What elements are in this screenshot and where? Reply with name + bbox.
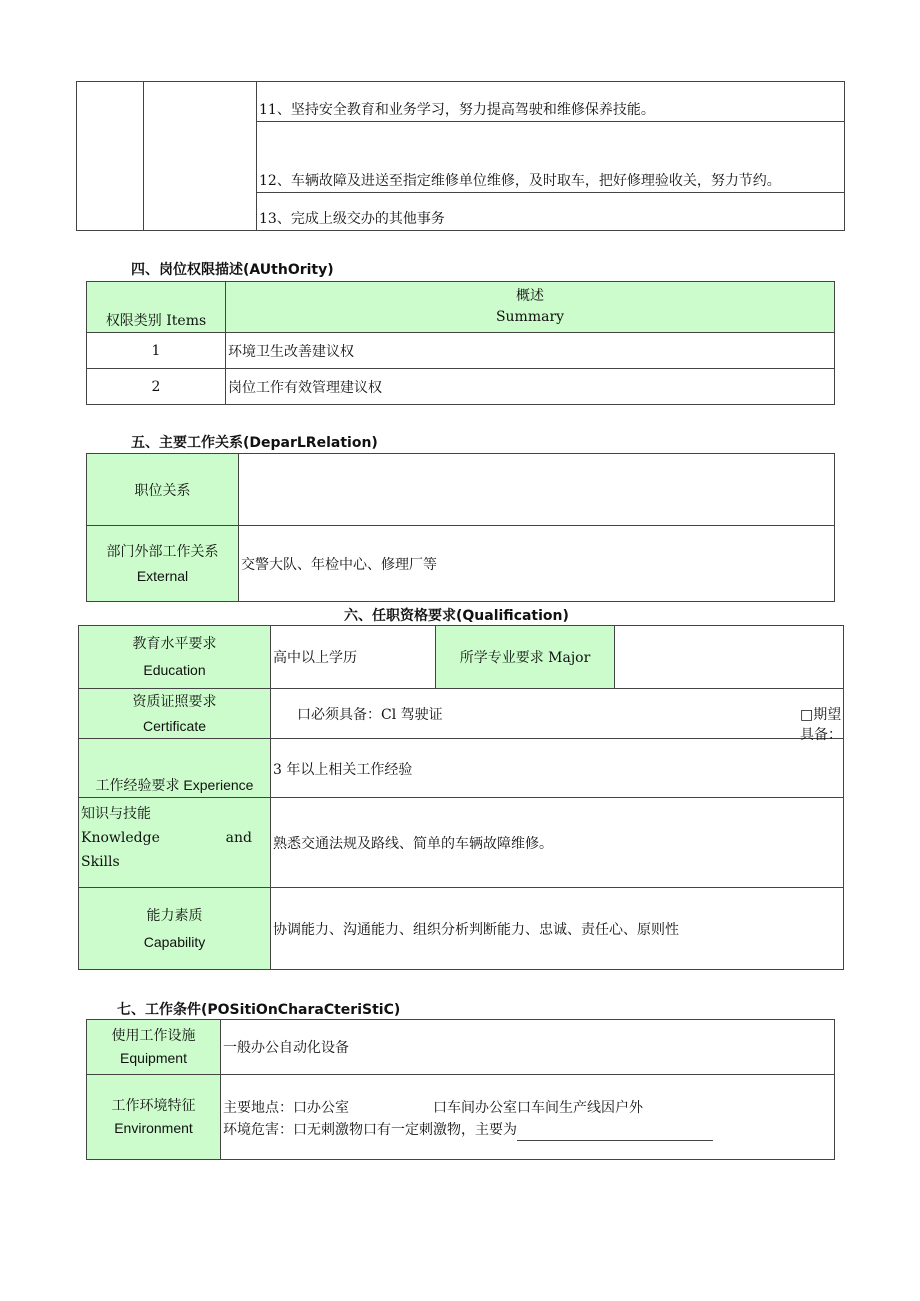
internal-relation-value [239,454,835,526]
duty-item-13: 13、完成上级交办的其他事务 [257,193,845,231]
authority-summary-en: Summary [495,309,565,325]
major-value [615,626,844,689]
certificate-label-cn: 资质证照要求 [132,693,217,710]
conditions-heading: 七、工作条件(POSitiOnCharaCteriStiC) [117,1002,401,1018]
experience-value: 3 年以上相关工作经验 [271,739,844,798]
equipment-label-cell [87,1020,221,1075]
education-label-en: Education [143,662,206,678]
authority-row-text: 环境卫生改善建议权 [226,333,835,369]
authority-table [86,281,835,405]
authority-heading: 四、岗位权限描述(AUthOrity) [131,262,334,278]
certificate-required: 口必须具备：Cl 驾驶证 [297,707,443,723]
external-relation-label-en: External [136,567,189,584]
knowledge-label-en3: Skills [81,854,120,870]
equipment-label-cn: 使用工作设施 [111,1028,196,1044]
education-label-cn: 教育水平要求 [132,636,217,652]
capability-value: 协调能力、沟通能力、组织分析判断能力、忠诚、责任心、原则性 [271,888,844,970]
authority-row-num: 2 [87,369,226,405]
knowledge-label-en2: and [225,830,252,846]
external-relation-value: 交警大队、年检中心、修理厂等 [239,526,835,602]
authority-items-label: 权限类别 Items [105,313,207,329]
duties-table [76,81,845,231]
major-label: 所学专业要求 Major [436,626,615,689]
duties-col2 [144,82,257,231]
authority-row-num: 1 [87,333,226,369]
equipment-label-en: Equipment [120,1050,187,1066]
knowledge-label-en1: Knowledge [81,830,160,846]
qualification-table [78,625,844,970]
relations-heading: 五、主要工作关系(DeparLRelation) [131,435,378,451]
knowledge-label-cn: 知识与技能 [81,806,151,822]
certificate-label-en: Certificate [142,717,207,734]
external-relation-label-cell [87,526,239,602]
authority-col1-header [87,282,226,333]
authority-row-text: 岗位工作有效管理建议权 [226,369,835,405]
internal-relation-label: 职位关系 [87,454,239,526]
knowledge-value: 熟悉交通法规及路线、简单的车辆故障维修。 [271,798,844,888]
education-label-cell [79,626,271,689]
certificate-expected: □期望具备： [800,707,842,743]
authority-summary-cn: 概述 [516,288,544,304]
environment-label-cell [87,1075,221,1160]
environment-label-cn: 工作环境特征 [111,1098,196,1114]
duties-col1 [77,82,144,231]
duty-item-12: 12、车辆故障及进送至指定维修单位维修，及时取车，把好修理验收关，努力节约。 [257,122,845,193]
relations-table [86,453,835,602]
education-value: 高中以上学历 [271,626,436,689]
location-prefix: 主要地点：口办公室 [223,1100,349,1116]
equipment-value: 一般办公自动化设备 [221,1020,835,1075]
location-suffix: 口车间办公室口车间生产线因户外 [433,1100,643,1116]
knowledge-label-cell [79,798,271,888]
hazard-text: 环境危害：口无刺激物口有一定刺激物，主要为 [223,1122,517,1138]
authority-col2-header [226,282,835,333]
capability-label-en: Capability [143,933,206,950]
qualification-heading: 六、任职资格要求(Qualification) [344,608,569,624]
certificate-value-cell [271,689,844,743]
certificate-label-cell [79,689,271,739]
capability-label-cell [79,888,271,970]
duty-item-11: 11、坚持安全教育和业务学习，努力提高驾驶和维修保养技能。 [257,82,845,122]
experience-label: 工作经验要求 Experience [79,739,271,798]
capability-label-cn: 能力素质 [146,907,203,924]
conditions-table [86,1019,835,1160]
environment-value-cell [221,1075,835,1160]
environment-label-en: Environment [114,1120,193,1136]
external-relation-label-cn: 部门外部工作关系 [106,543,219,560]
hazard-blank-line [517,1126,713,1141]
